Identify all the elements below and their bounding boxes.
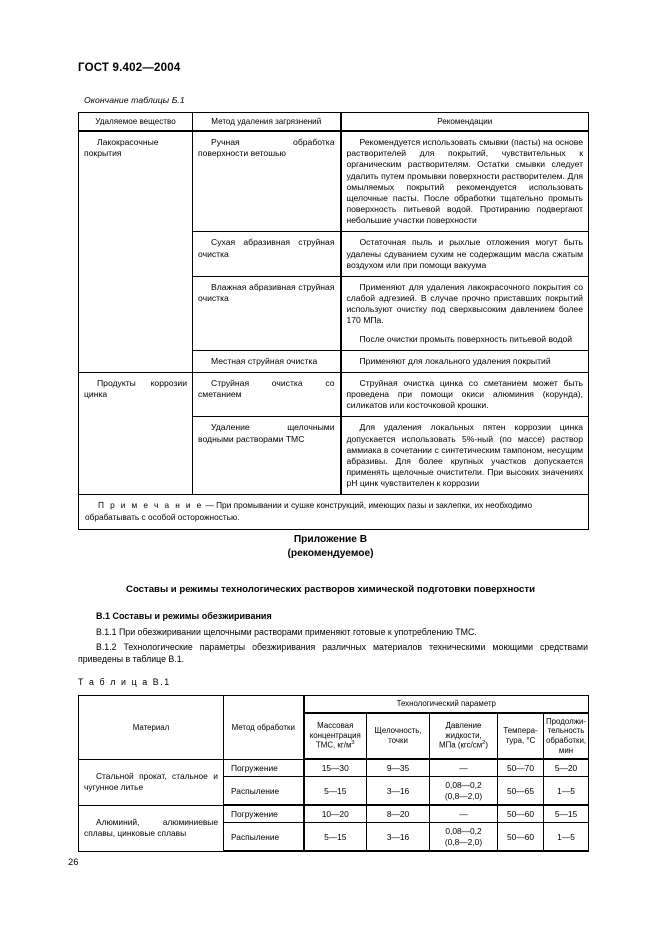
appendix-title-line2: (рекомендуемое) — [287, 548, 374, 560]
header-line-2: жидкости, — [445, 730, 482, 740]
pressure-secondary: (0,8—2,0) — [444, 790, 483, 801]
cell-temperature: 50—60 — [498, 823, 544, 852]
appendix-subsection-title: В.1 Составы и режимы обезжиривания — [96, 611, 272, 621]
recommendation-text: Применяют для локального удаления покрытий — [359, 355, 551, 366]
note-text: — При промывании и сушке конструкций, имеющих пазы и заклепки, их необходимо обрабатывать с особой осторожностью. — [85, 500, 533, 522]
pressure-secondary: (0,8—2,0) — [444, 836, 483, 847]
cell-pressure: — — [430, 759, 498, 777]
substance-text: Лакокрасочные покрытия — [84, 137, 159, 159]
header-line-3: ТМС, кг/м — [315, 741, 352, 751]
recommendation-text: Рекомендуется использовать смывки (пасты) на основе растворителей для покрытий, чувствительных к органическим растворителям. Остатки смывки следует удалить путем промывки поверхности растворителем. Для омыляемых покрытий рекомендуется использовать щелочные пасты. После обработки тщательно промыть поверхность питьевой водой. Протиранию подвергают небольшие участки поверхности — [346, 137, 583, 226]
header-line-2: тура, °С — [505, 735, 536, 745]
page-number: 26 — [68, 856, 79, 867]
table-b1-note-row — [79, 495, 589, 529]
cell-duration: 1—5 — [544, 823, 589, 852]
header-cell-alkalinity — [367, 713, 430, 760]
cell-method-wet-abrasive — [193, 276, 341, 350]
cell-recommendation-blast-sweep — [341, 372, 589, 417]
cell-recommendation-local-blast — [341, 350, 589, 372]
recommendation-text: Для удаления локальных пятен коррозии цинка допускается использовать 5%-ный (по массе) раствор аммиака в сочетании с синтетическим тампоном, несущим абразивы. Для более крупных участков допускается применять щелочные очистители. При высоких значениях рН цинк чувствителен к коррозии — [346, 422, 583, 489]
table-row — [79, 372, 589, 417]
running-head-standard-number: ГОСТ 9.402—2004 — [78, 62, 181, 74]
cell-alkalinity: 3—16 — [367, 777, 430, 806]
pressure-primary: 0,08—0,2 — [445, 780, 482, 791]
cell-temperature: 50—65 — [498, 777, 544, 806]
table-v1 — [78, 695, 588, 852]
cell-recommendation-manual-wipe — [341, 131, 589, 232]
cell-temperature: 50—70 — [498, 759, 544, 777]
table-row — [79, 805, 589, 823]
cell-concentration: 5—15 — [304, 777, 367, 806]
method-text: Ручная обработка поверхности ветошью — [198, 137, 335, 159]
header-line-1: Продолжи- — [546, 716, 587, 726]
cell-recommendation-wet-abrasive — [341, 276, 589, 350]
cell-method-immersion: Погружение — [224, 759, 304, 777]
pressure-primary: 0,08—0,2 — [445, 826, 482, 837]
cell-pressure — [430, 777, 498, 806]
cell-recommendation-dry-abrasive — [341, 232, 589, 277]
cell-method-manual-wipe — [193, 131, 341, 232]
method-text: Струйная очистка со сметанием — [198, 377, 335, 400]
header-superscript: 2 — [482, 740, 486, 747]
method-text: Влажная абразивная струйная очистка — [198, 281, 335, 304]
header-line-1: Массовая — [317, 721, 354, 731]
recommendation-text-1: Применяют для удаления лакокрасочного покрытия со слабой адгезией. В случае прочно приставших покрытий используют очистку под сверхвысоким давлением более 170 МПа. — [346, 281, 583, 326]
cell-pressure: — — [430, 805, 498, 823]
recommendation-text-2: После очистки промыть поверхность питьевой водой — [359, 333, 573, 344]
header-line-3: обработки, мин — [546, 735, 587, 755]
method-text: Сухая абразивная струйная очистка — [198, 237, 335, 259]
header-line-2: концентрация — [309, 730, 361, 740]
appendix-title — [0, 533, 661, 562]
header-line-2: точки — [388, 735, 408, 745]
header-cell-recommendations: Рекомендации — [341, 113, 589, 132]
cell-alkalinity: 9—35 — [367, 759, 430, 777]
cell-duration: 5—20 — [544, 759, 589, 777]
recommendation-text: Струйная очистка цинка со сметанием может быть проведена при помощи окиси алюминия (корунда), силикатов или косточковой крошки. — [346, 377, 583, 411]
cell-material-aluminium — [79, 805, 224, 851]
appendix-paragraph-1 — [78, 626, 588, 638]
table-row — [79, 759, 589, 777]
recommendation-text: Остаточная пыль и рыхлые отложения могут быть удалены сдуванием сухим не содержащим масла сжатым воздухом или при помощи вакуума — [346, 237, 583, 270]
cell-temperature: 50—60 — [498, 805, 544, 823]
header-cell-pressure — [430, 713, 498, 760]
header-line-2: тельность — [547, 726, 585, 736]
table-row — [79, 131, 589, 232]
header-cell-material: Материал — [79, 696, 224, 760]
header-cell-substance: Удаляемое вещество — [79, 113, 193, 132]
header-cell-temperature — [498, 713, 544, 760]
paragraph-text: В.1.1 При обезжиривании щелочными растворами применяют готовые к употреблению ТМС. — [96, 627, 477, 637]
header-line-1: Давление — [445, 721, 482, 731]
cell-concentration: 5—15 — [304, 823, 367, 852]
header-line-1: Щелочность, — [374, 726, 422, 736]
cell-alkalinity: 8—20 — [367, 805, 430, 823]
cell-duration: 1—5 — [544, 777, 589, 806]
cell-material-steel — [79, 759, 224, 805]
table-b1-continuation-caption: Окончание таблицы Б.1 — [84, 95, 185, 105]
header-line-1: Темпера- — [503, 726, 538, 736]
cell-concentration: 10—20 — [304, 805, 367, 823]
cell-method-local-blast — [193, 350, 341, 372]
cell-alkalinity: 3—16 — [367, 823, 430, 852]
method-text: Удаление щелочными водными растворами ТМС — [198, 422, 335, 444]
header-cell-method: Метод удаления загрязнений — [193, 113, 341, 132]
note-label: П р и м е ч а н и е — [98, 500, 204, 511]
cell-concentration: 15—30 — [304, 759, 367, 777]
cell-pressure — [430, 823, 498, 852]
header-cell-tech-parameter-group: Технологический параметр — [304, 696, 589, 713]
cell-method-spraying: Распыление — [224, 823, 304, 852]
cell-substance-zinc-corrosion — [79, 372, 193, 495]
cell-method-alkaline-removal — [193, 417, 341, 495]
cell-recommendation-alkaline-removal — [341, 417, 589, 495]
cell-method-spraying: Распыление — [224, 777, 304, 806]
table-b1-continued — [78, 112, 588, 530]
appendix-paragraph-2 — [78, 641, 588, 666]
cell-method-immersion: Погружение — [224, 805, 304, 823]
cell-duration: 5—15 — [544, 805, 589, 823]
material-text: Алюминий, алюминиевые сплавы, цинковые сплавы — [84, 817, 218, 839]
method-text: Местная струйная очистка — [211, 355, 318, 366]
header-line-3b: ) — [485, 741, 488, 751]
substance-text: Продукты коррозии цинка — [84, 377, 187, 400]
header-line-3: МПа (кгс/см — [439, 741, 483, 751]
table-b1-note — [79, 495, 589, 529]
appendix-section-title: Составы и режимы технологических растворов химической подготовки поверхности — [126, 584, 535, 595]
cell-method-blast-sweep — [193, 372, 341, 417]
cell-substance-coatings — [79, 131, 193, 372]
header-cell-concentration — [304, 713, 367, 760]
appendix-title-line1: Приложение В — [293, 534, 368, 545]
cell-method-dry-abrasive — [193, 232, 341, 277]
table-v1-header-row-1 — [79, 696, 589, 713]
material-text: Стальной прокат, стальное и чугунное литье — [84, 771, 218, 793]
header-cell-method: Метод обработки — [224, 696, 304, 760]
paragraph-text: В.1.2 Технологические параметры обезжиривания различных материалов техническими моющими средствами приведены в таблице В.1. — [78, 642, 588, 665]
table-b1-header-row — [79, 113, 589, 132]
header-superscript: 3 — [351, 740, 355, 747]
table-v1-caption: Т а б л и ц а В.1 — [78, 677, 171, 687]
header-cell-duration — [544, 713, 589, 760]
